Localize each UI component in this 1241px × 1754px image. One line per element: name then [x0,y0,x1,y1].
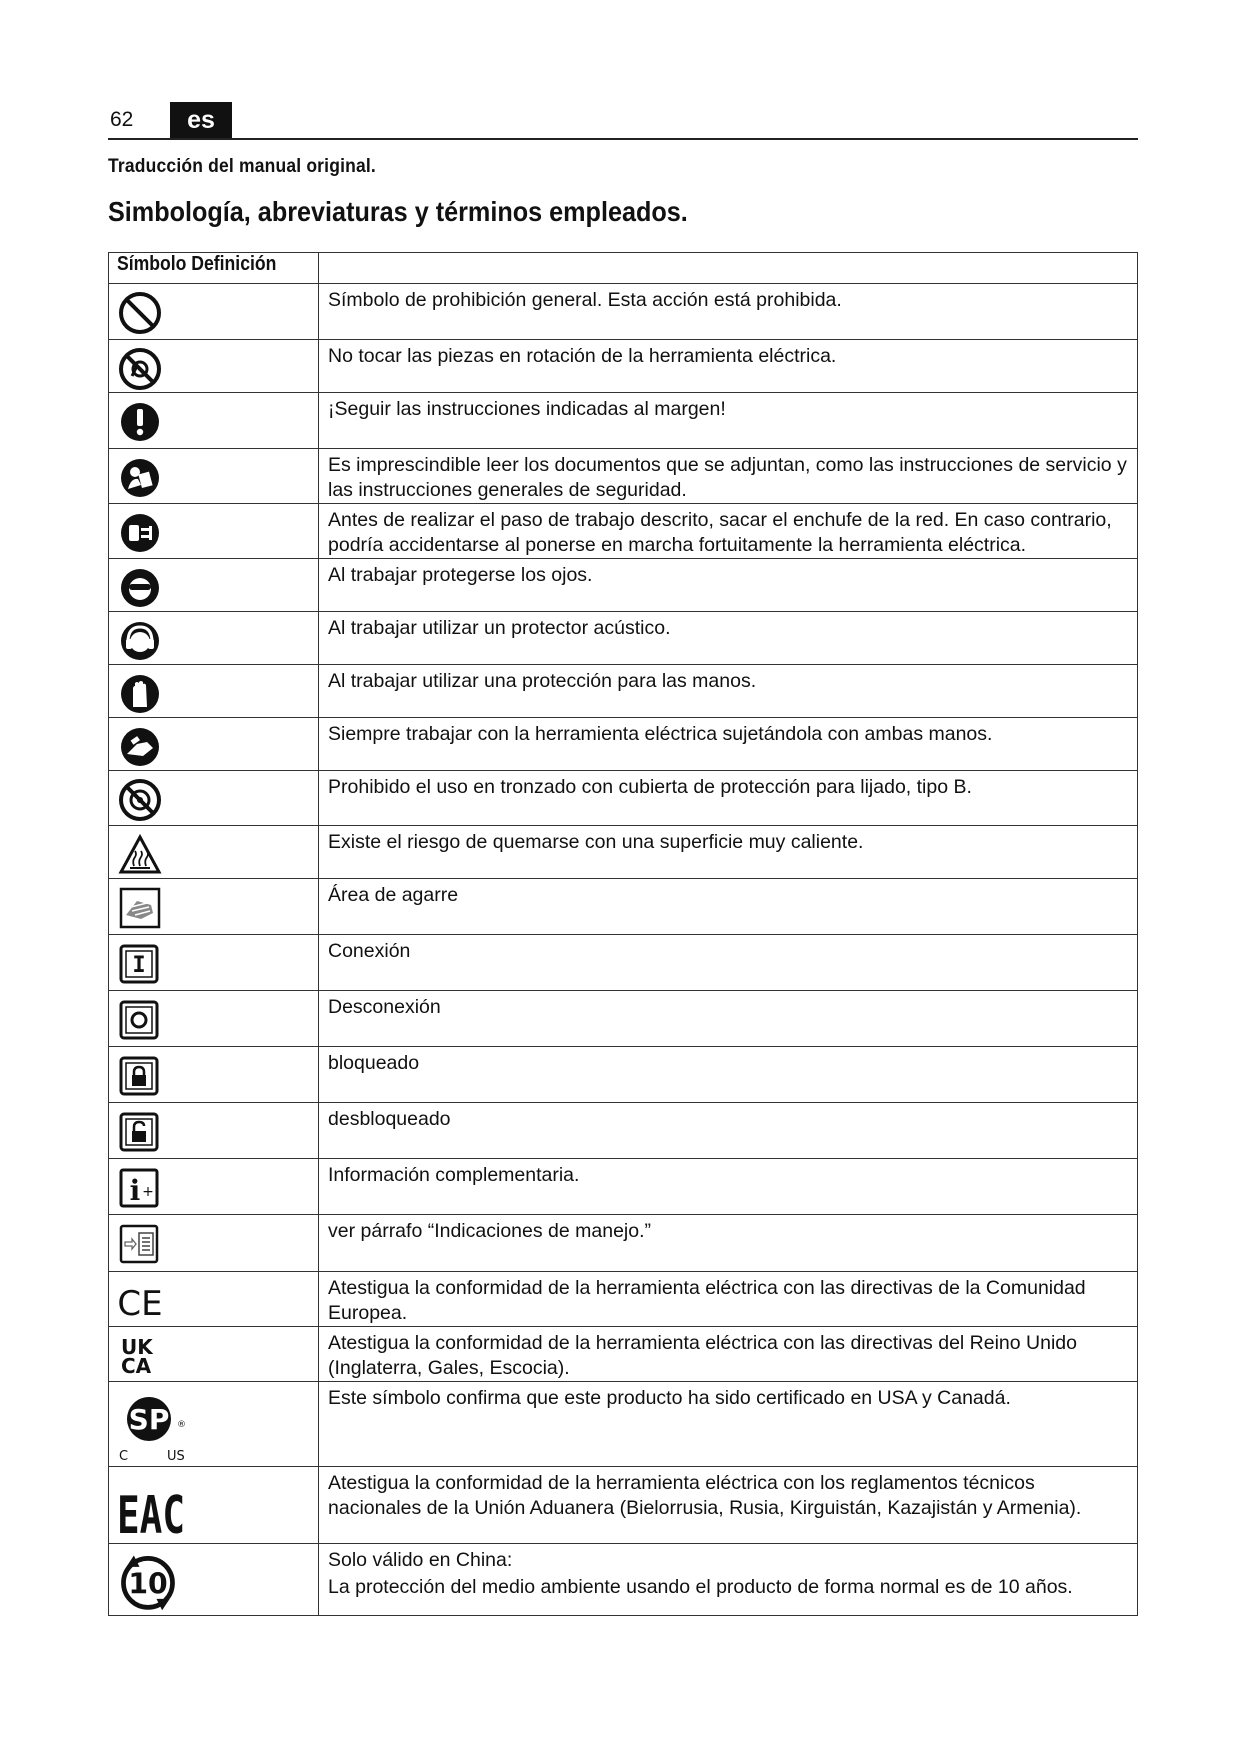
table-row: ver párrafo “Indicaciones de manejo.” [109,1215,1138,1272]
csa-mark-icon [115,1385,195,1465]
svg-text:US: US [167,1449,185,1464]
svg-text:10: 10 [128,1567,168,1601]
page-title: Simbología, abreviaturas y términos empleados. [108,196,688,227]
no-cutoff-icon [117,777,163,823]
table-row: CE Atestigua la conformidad de la herramienta eléctrica con las directivas de la Comunidad Europea. [109,1272,1138,1327]
table-row: No tocar las piezas en rotación de la herramienta eléctrica. [109,340,1138,393]
power-off-icon [117,997,163,1043]
svg-text:EAC: EAC [117,1486,185,1546]
table-row: UK CA Atestigua la conformidad de la herramienta eléctrica con las directivas del Reino Unido (Inglaterra, Gales, Escocia). [109,1327,1138,1382]
table-row: Al trabajar utilizar un protector acústico. [109,612,1138,665]
locked-icon [117,1053,163,1099]
svg-text:®: ® [177,1420,186,1430]
eac-mark-icon [115,1471,195,1546]
table-row: Desconexión [109,991,1138,1047]
no-touch-rotating-icon [117,346,163,392]
svg-text:CA: CA [121,1354,152,1378]
subtitle: Traducción del manual original. [108,156,376,177]
table-row: I Conexión [109,935,1138,991]
two-hands-icon [117,724,163,770]
hand-protection-icon [117,671,163,717]
table-row: EAC Atestigua la conformidad de la herramienta eléctrica con los reglamentos técnicos nacionales de la Unión Aduanera (Bielorrusia, Rusia, Kirguistán, Kazajistán y Armenia). [109,1467,1138,1544]
exclamation-icon [117,399,163,445]
table-row: Siempre trabajar con la herramienta eléctrica sujetándola con ambas manos. [109,718,1138,771]
table-header: Símbolo Definición [109,253,319,284]
hot-surface-icon [117,832,163,878]
table-row: Símbolo de prohibición general. Esta acción está prohibida. [109,284,1138,340]
table-row: Al trabajar protegerse los ojos. [109,559,1138,612]
page-number: 62 [110,108,134,131]
grip-area-icon [117,885,163,931]
table-header-row [109,253,1138,284]
read-manual-icon [117,455,163,501]
table-row: bloqueado [109,1047,1138,1103]
table-row: 10 Solo válido en China: La protección del medio ambiente usando el producto de forma normal es de 10 años. [109,1544,1138,1616]
table-row: Al trabajar utilizar una protección para las manos. [109,665,1138,718]
unplug-icon [117,510,163,556]
table-row: Es imprescindible leer los documentos que se adjuntan, como las instrucciones de servicio y las instrucciones generales de seguridad. [109,449,1138,504]
table-row: desbloqueado [109,1103,1138,1159]
prohibition-icon [117,290,163,336]
table-row: Área de agarre [109,879,1138,935]
unlocked-icon [117,1109,163,1155]
table-row: Prohibido el uso en tronzado con cubierta de protección para lijado, tipo B. [109,771,1138,826]
svg-text:C: C [119,1449,129,1464]
table-row: SP ® C US Este símbolo confirma que este producto ha sido certificado en USA y Canadá. [109,1382,1138,1467]
svg-text:UK: UK [121,1335,153,1359]
info-icon [117,1165,163,1211]
eye-protection-icon [117,565,163,611]
china-10-years-icon [115,1548,181,1614]
table-row: ¡Seguir las instrucciones indicadas al margen! [109,393,1138,449]
svg-text:I: I [132,953,146,978]
ce-mark-icon [117,1278,163,1324]
svg-text:+: + [142,1184,154,1200]
ear-protection-icon [117,618,163,664]
table-row: Existe el riesgo de quemarse con una superficie muy caliente. [109,826,1138,879]
power-on-icon [117,941,163,987]
symbols-table [108,252,1138,1616]
svg-text:SP: SP [128,1403,170,1436]
page-header [108,100,1138,140]
ukca-mark-icon [117,1333,163,1379]
see-paragraph-icon [117,1221,163,1267]
language-badge: es [170,102,232,138]
table-row: i + Información complementaria. [109,1159,1138,1215]
table-row: Antes de realizar el paso de trabajo descrito, sacar el enchufe de la red. En caso contrario, podría accidentarse al ponerse en marcha fortuitamente la herramienta eléctrica. [109,504,1138,559]
svg-text:CE: CE [117,1284,163,1324]
svg-text:i: i [129,1174,141,1207]
